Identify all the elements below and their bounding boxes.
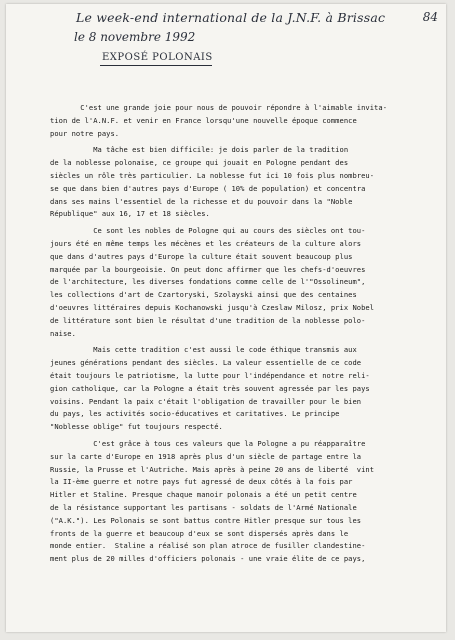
text-line: de la résistance supportant les partisans - soldats de l'Armé Nationale [50, 502, 357, 512]
paragraph [50, 225, 424, 340]
text-line: du pays, les activités socio-éducatives et caritatives. Le principe [50, 409, 340, 419]
text-line: de l'architecture, les diverses fondations comme celle de l'"Ossolineum", [50, 277, 366, 287]
text-line: se que dans bien d'autres pays d'Europe ( 10% de population) et concentra [50, 183, 366, 193]
typed-body [50, 102, 424, 566]
text-line: de littérature sont bien le résultat d'une tradition de la noblesse polo- [50, 315, 366, 325]
text-line: fronts de la guerre et beaucoup d'eux se sont dispersés après dans le [50, 528, 349, 538]
text-line: marquée par la bourgeoisie. On peut donc affirmer que les chefs-d'oeuvres [50, 264, 366, 274]
text-line: Ce sont les nobles de Pologne qui au cours des siècles ont tou- [50, 226, 366, 236]
text-line: ment plus de 20 milles d'officiers polonais - une vraie élite de ce pays, [50, 554, 366, 564]
text-line: sur la carte d'Europe en 1918 après plus d'un siècle de partage entre la [50, 451, 362, 461]
text-line: était toujours le patriotisme, la lutte pour l'indépendance et notre reli- [50, 370, 370, 380]
text-line: "Noblesse oblige" fut toujours respecté. [50, 422, 223, 432]
text-line: siècles un rôle très particulier. La noblesse fut ici 10 fois plus nombreu- [50, 170, 375, 180]
handwritten-page-number: 84 [422, 10, 438, 24]
text-line: tion de l'A.N.F. et venir en France lorsqu'une nouvelle époque commence [50, 115, 357, 125]
text-line: d'oeuvres littéraires depuis Kochanowski jusqu'à Czeslaw Milosz, prix Nobel [50, 302, 375, 312]
paragraph [50, 344, 424, 434]
text-line: voisins. Pendant la paix c'était l'obligation de travailler pour le bien [50, 396, 362, 406]
heading-underline [100, 65, 212, 66]
text-line: dans ses mains l'essentiel de la richesse et du pouvoir dans la "Noble [50, 196, 353, 206]
text-line: Russie, la Prusse et l'Autriche. Mais après à peine 20 ans de liberté vint [50, 464, 375, 474]
text-line: C'est grâce à tous ces valeurs que la Pologne a pu réapparaître [50, 438, 366, 448]
text-line: Hitler et Staline. Presque chaque manoir polonais a été un petit centre [50, 490, 357, 500]
paragraph [50, 144, 424, 221]
text-line: ("A.K."). Les Polonais se sont battus contre Hitler presque sur tous les [50, 515, 362, 525]
text-line: République" aux 16, 17 et 18 siècles. [50, 209, 210, 219]
text-line: de la noblesse polonaise, ce groupe qui jouait en Pologne pendant des [50, 158, 349, 168]
text-line: C'est une grande joie pour nous de pouvoir répondre à l'aimable invita- [50, 103, 388, 112]
document-page [6, 4, 446, 632]
text-line: que dans d'autres pays d'Europe la culture était souvent beaucoup plus [50, 251, 353, 261]
text-line: la II-ème guerre et notre pays fut agressé de deux côtés à la fois par [50, 477, 353, 487]
text-line: gion catholique, car la Pologne a était très souvent agressée par les pays [50, 383, 370, 393]
text-line: Mais cette tradition c'est aussi le code éthique transmis aux [50, 345, 357, 355]
text-line: jours été en même temps les mécènes et les créateurs de la culture alors [50, 238, 362, 248]
text-line: pour notre pays. [50, 128, 120, 138]
paragraph [50, 102, 424, 140]
handwritten-date: le 8 novembre 1992 [74, 30, 196, 44]
handwritten-heading: EXPOSÉ POLONAIS [102, 52, 213, 63]
text-line: monde entier. Staline a réalisé son plan atroce de fusiller clandestine- [50, 541, 366, 551]
text-line: les collections d'art de Czartoryski, Szolayski ainsi que des centaines [50, 290, 357, 300]
text-line: naise. [50, 328, 76, 338]
paragraph [50, 438, 424, 566]
text-line: Ma tâche est bien difficile: je dois parler de la tradition [50, 145, 349, 155]
handwritten-title: Le week-end international de la J.N.F. à Brissac [76, 10, 386, 25]
text-line: jeunes générations pendant des siècles. La valeur essentielle de ce code [50, 358, 362, 368]
